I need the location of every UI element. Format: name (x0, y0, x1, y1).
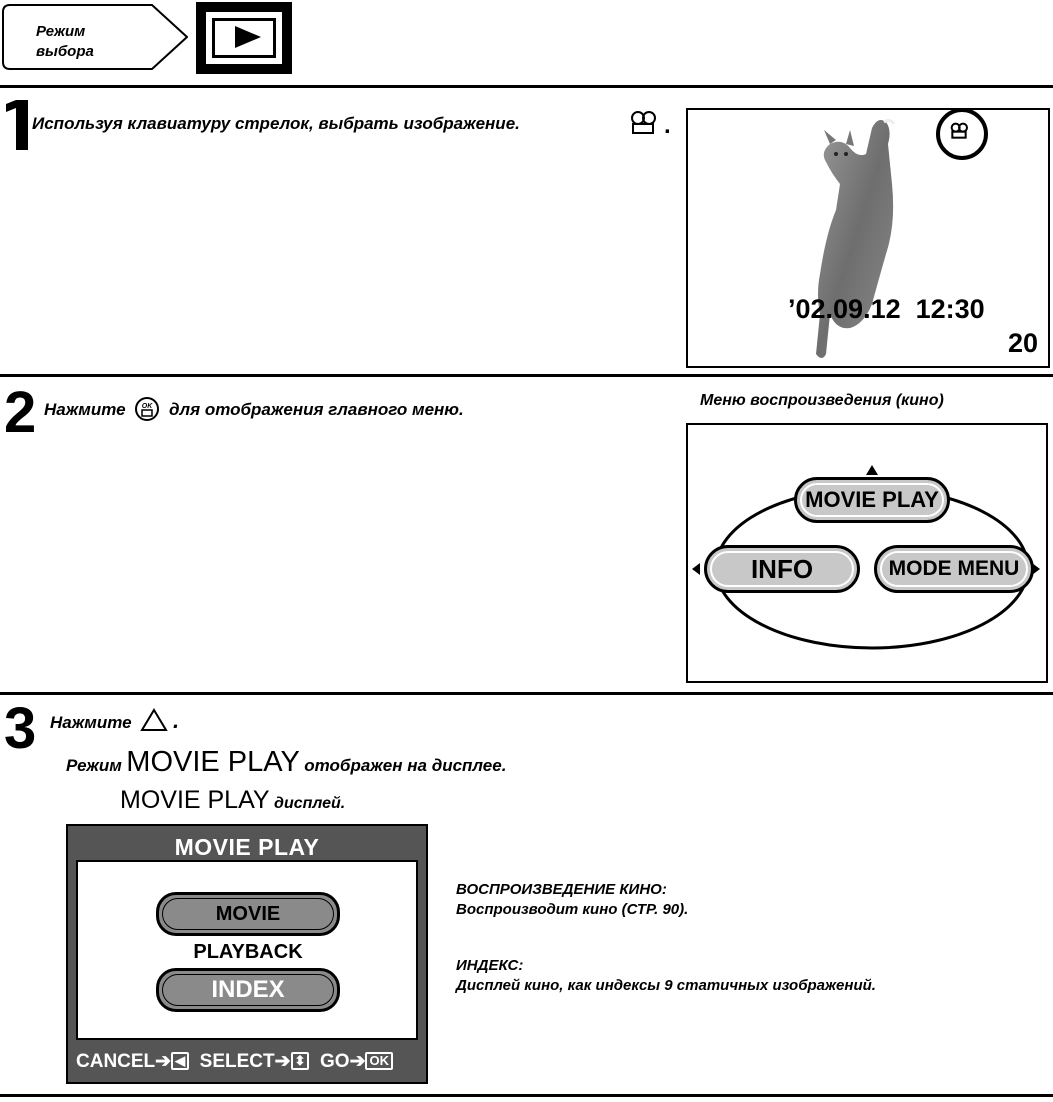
movie-play-title: MOVIE PLAY (174, 834, 320, 860)
menu-item-info-label: INFO (750, 554, 814, 584)
play-triangle-icon (235, 26, 261, 48)
frame-count: 20 (1007, 328, 1038, 358)
menu-item-mode-menu[interactable] (874, 545, 1034, 593)
movie-icon (949, 122, 969, 140)
step-2-pre: Нажмите (44, 400, 126, 419)
index-label: INDEX (211, 976, 285, 1003)
footer-cancel: CANCEL (76, 1051, 156, 1072)
main-menu-screen (686, 423, 1048, 683)
mode-tag-shape (2, 4, 188, 70)
desc1-body: Воспроизводит кино (СТР. 90). (456, 901, 689, 918)
line2-pre: Режим (66, 756, 122, 775)
up-triangle-icon (140, 708, 168, 732)
menu-caption: Меню воспроизведения (кино) (700, 392, 944, 409)
svg-text:OK: OK (142, 403, 153, 410)
divider (0, 85, 1053, 88)
period: . (664, 112, 671, 139)
mode-label-line2: выбора (36, 43, 94, 60)
footer-go: GO (320, 1051, 350, 1072)
line2-post: отображен на дисплее. (304, 756, 507, 775)
arrow-icon: ➔ (274, 1051, 291, 1072)
divider (0, 692, 1053, 695)
ok-key: OK (365, 1052, 393, 1070)
desc2-body: Дисплей кино, как индексы 9 статичных изображений. (456, 977, 876, 994)
left-key-icon: ◀ (171, 1052, 189, 1070)
divider (0, 374, 1053, 377)
step-3-pre: Нажмите (50, 713, 132, 732)
movie-icon (628, 110, 658, 136)
footer-select: SELECT (199, 1051, 275, 1072)
desc2-title: ИНДЕКС: (456, 957, 524, 974)
playback-icon (196, 2, 292, 74)
step-3-line2 (66, 746, 506, 779)
mode-label (36, 22, 94, 62)
menu-item-mode-menu-label: MODE MENU (888, 557, 1020, 580)
step-2-instruction (44, 396, 464, 422)
line3-post: дисплей. (274, 795, 346, 812)
camera-screen-1 (686, 108, 1050, 368)
menu-item-movie-play-label: MOVIE PLAY (805, 487, 939, 512)
movie-play-screen (66, 824, 428, 1084)
line3-highlight: MOVIE PLAY (120, 786, 270, 814)
movie-playback-label: MOVIE PLAYBACK (193, 903, 303, 963)
step-1-number (4, 100, 30, 150)
period: . (173, 708, 180, 733)
mode-label-line1: Режим (36, 23, 86, 40)
step-3-instruction (50, 708, 179, 734)
line2-highlight: MOVIE PLAY (126, 746, 300, 778)
desc-index (456, 956, 876, 996)
desc1-title: ВОСПРОИЗВЕДЕНИЕ КИНО: (456, 881, 667, 898)
menu-item-movie-play[interactable] (794, 477, 950, 523)
index-button[interactable] (156, 968, 340, 1012)
cat-image (806, 114, 916, 364)
step-1-instruction: Используя клавиатуру стрелок, выбрать изображение. (32, 114, 520, 133)
ok-button-icon (134, 396, 160, 422)
step-2-post: для отображения главного меню. (169, 400, 464, 419)
movie-play-footer (76, 1050, 420, 1073)
movie-play-panel (76, 860, 418, 1040)
step-3-number: 3 (4, 696, 37, 761)
divider (0, 1094, 1053, 1097)
up-down-key-icon: ⬍ (291, 1052, 310, 1070)
datetime-readout: ’02.09.12 12:30 (788, 294, 985, 324)
arrow-icon: ➔ (349, 1051, 366, 1072)
mode-tag (2, 4, 188, 70)
arrow-icon: ➔ (155, 1051, 172, 1072)
desc-movie-playback (456, 880, 688, 920)
step-2-number: 2 (4, 380, 37, 445)
menu-item-info[interactable] (704, 545, 860, 593)
movie-playback-button[interactable] (156, 892, 340, 963)
step-3-line3 (120, 786, 345, 815)
movie-indicator-circle (936, 108, 988, 160)
